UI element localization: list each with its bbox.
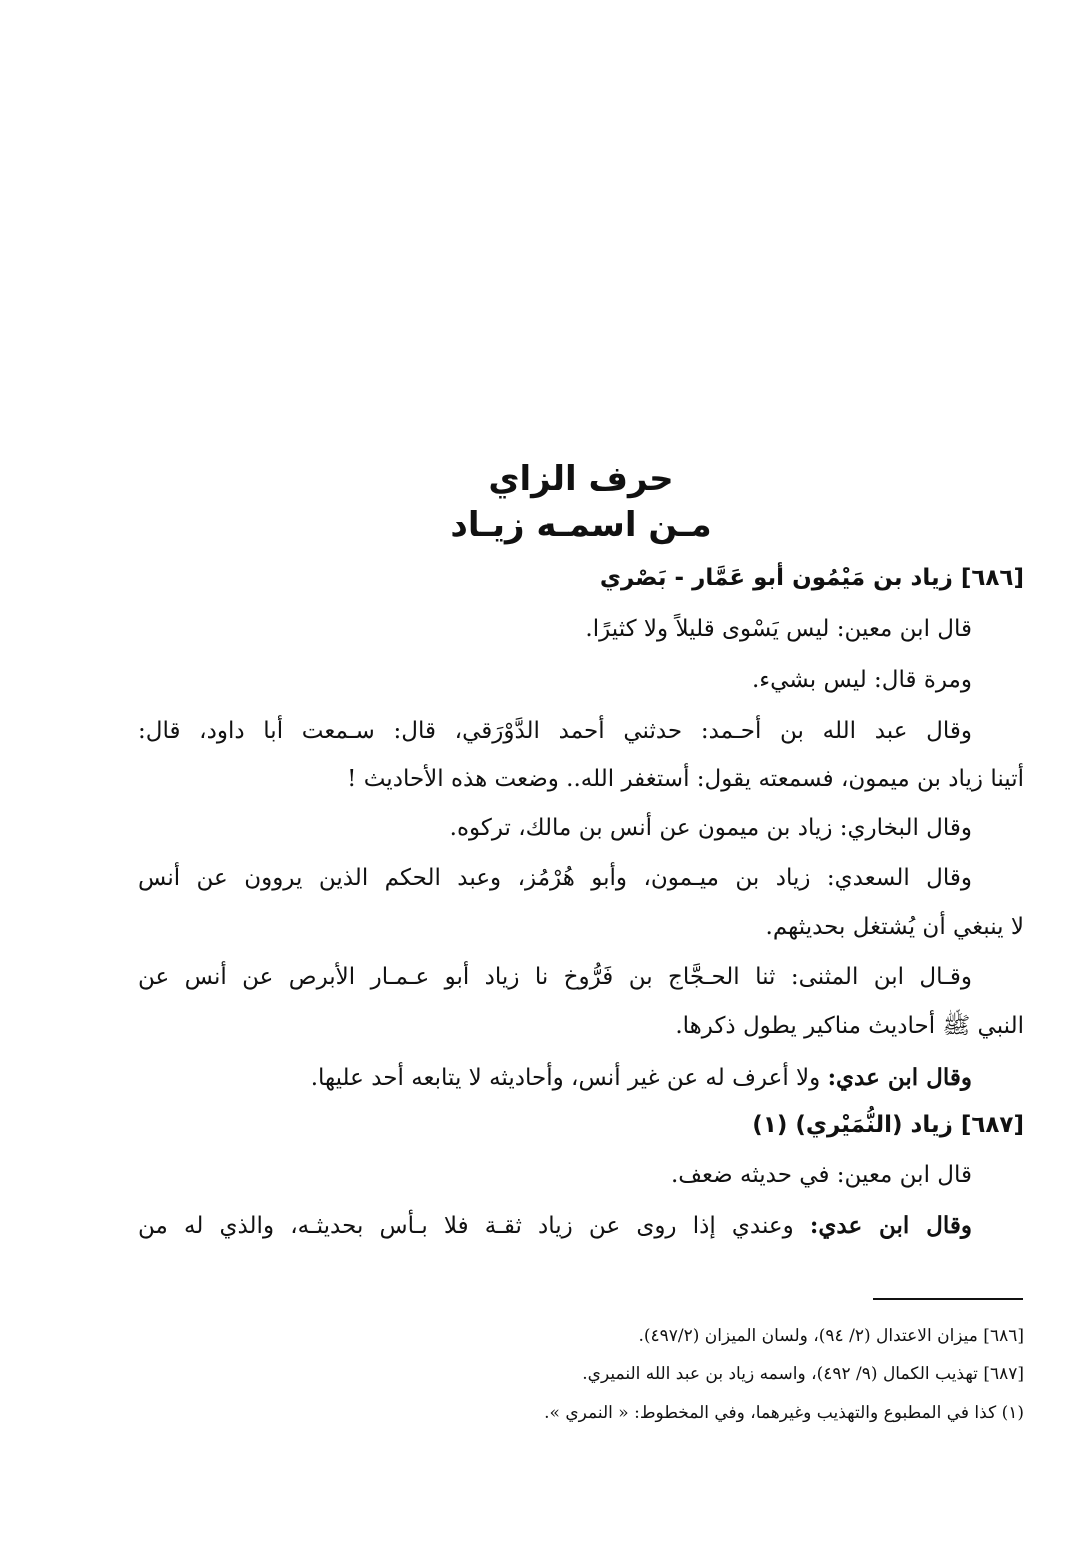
entry-686-line-5: وقال البخاري: زياد بن ميمون عن أنس بن مالك، تركوه. xyxy=(449,815,972,841)
footnote-1: (١) كذا في المطبوع والتهذيب وغيرهما، وفي المخطوط: « النمري ». xyxy=(544,1403,1024,1423)
entry-687-line-2-text: وعندي إذا روى عن زياد ثقـة فلا بـأس بحديثـه، والذي له من xyxy=(138,1213,810,1239)
entry-686-line-10-text: ولا أعرف له عن غير أنس، وأحاديثه لا يتابعه أحد عليها. xyxy=(310,1065,828,1091)
entry-686-line-7: لا ينبغي أن يُشتغل بحديثهم. xyxy=(765,914,1024,940)
entry-686-heading xyxy=(138,563,1024,593)
entry-687-line-2 xyxy=(138,1211,1024,1241)
entry-686-line-8: وقـال ابن المثنى: ثنا الحـجَّاج بن فَرُّوخ نا زياد أبو عـمـار الأبرص عن أنس عن xyxy=(138,964,972,990)
chapter-title-line-1: حرف الزاي xyxy=(488,459,674,499)
footnote-686: [٦٨٦] ميزان الاعتدال (٢/ ٩٤)، ولسان الميزان (٤٩٧/٢). xyxy=(638,1326,1024,1346)
entry-686-line-10 xyxy=(138,1063,1024,1093)
entry-686-line-2: ومرة قال: ليس بشيء. xyxy=(751,667,972,693)
chapter-title-line-2: مـن اسمـه زيـاد xyxy=(450,505,712,545)
entry-686-line-3: وقال عبد الله بن أحـمد: حدثني أحمد الدَّوْرَقي، قال: سـمعت أبا داود، قال: xyxy=(138,718,972,744)
entry-687-line-2-lead: وقال ابن عدي: xyxy=(809,1212,972,1239)
footnote-separator xyxy=(873,1298,1023,1300)
entry-686-line-9: النبي ﷺ أحاديث مناكير يطول ذكرها. xyxy=(675,1013,1024,1039)
entry-686-line-6: وقال السعدي: زياد بن ميـمون، وأبو هُرْمُز، وعبد الحكم الذين يروون عن أنس xyxy=(138,865,972,891)
entry-686-heading-text: [٦٨٦] زياد بن مَيْمُون أبو عَمَّار - بَصْري xyxy=(599,565,1024,591)
footnote-687: [٦٨٧] تهذيب الكمال (٩/ ٤٩٢)، واسمه زياد بن عبد الله النميري. xyxy=(582,1364,1024,1384)
entry-687-heading-text: [٦٨٧] زياد (النُّمَيْري) (١) xyxy=(752,1112,1024,1138)
entry-686-line-1: قال ابن معين: ليس يَسْوى قليلاً ولا كثيرًا. xyxy=(585,616,972,642)
entry-686-line-10-lead: وقال ابن عدي: xyxy=(827,1064,972,1091)
chapter-title xyxy=(138,456,1024,548)
entry-687-line-1: قال ابن معين: في حديثه ضعف. xyxy=(670,1162,972,1188)
entry-686-line-4: أتينا زياد بن ميمون، فسمعته يقول: أستغفر الله.. وضعت هذه الأحاديث ! xyxy=(347,766,1024,792)
entry-687-heading xyxy=(138,1110,1024,1140)
